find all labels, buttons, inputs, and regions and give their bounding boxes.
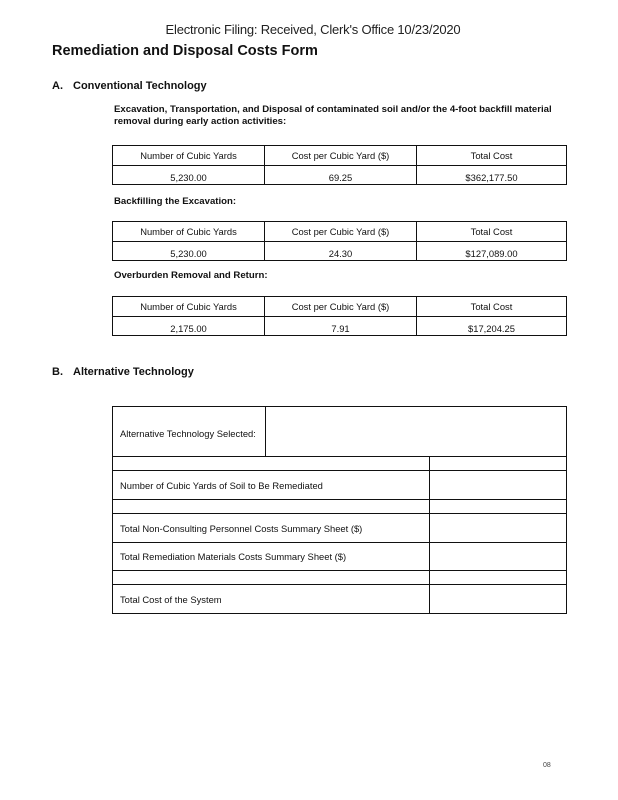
excavation-intro: Excavation, Transportation, and Disposal of contaminated soil and/or the 4-foot backfill material removal during early action activities:	[114, 104, 552, 127]
backfilling-total: $127,089.00	[417, 242, 567, 261]
overburden-total: $17,204.25	[417, 317, 567, 336]
cubic-yards-remediated-label: Number of Cubic Yards of Soil to Be Remediated	[113, 471, 430, 500]
col-cost-per-yard: Cost per Cubic Yard ($)	[265, 297, 417, 317]
overburden-cost-per-yard: 7.91	[265, 317, 417, 336]
excavation-cost-per-yard: 69.25	[265, 166, 417, 185]
alternative-technology-table	[112, 406, 567, 614]
section-a-letter: A.	[52, 80, 63, 92]
col-cost-per-yard: Cost per Cubic Yard ($)	[265, 146, 417, 166]
personnel-costs-value	[430, 514, 567, 543]
excavation-cubic-yards: 5,230.00	[113, 166, 265, 185]
section-a-title: Conventional Technology	[73, 80, 207, 92]
total-system-cost-value	[430, 585, 567, 614]
excavation-total: $362,177.50	[417, 166, 567, 185]
page-mark: 08	[543, 762, 551, 769]
section-a-heading	[52, 80, 207, 92]
spacer-value-cell	[430, 500, 567, 514]
backfilling-cost-per-yard: 24.30	[265, 242, 417, 261]
backfilling-cubic-yards: 5,230.00	[113, 242, 265, 261]
col-cubic-yards: Number of Cubic Yards	[113, 146, 265, 166]
col-total-cost: Total Cost	[417, 297, 567, 317]
overburden-cubic-yards: 2,175.00	[113, 317, 265, 336]
form-title: Remediation and Disposal Costs Form	[52, 43, 318, 59]
total-system-cost-label: Total Cost of the System	[113, 585, 430, 614]
overburden-label: Overburden Removal and Return:	[114, 270, 268, 281]
materials-costs-label: Total Remediation Materials Costs Summary Sheet ($)	[113, 543, 430, 571]
spacer-cell	[113, 457, 430, 471]
filing-header: Electronic Filing: Received, Clerk's Office 10/23/2020	[165, 22, 461, 37]
section-b-heading	[52, 366, 194, 378]
cubic-yards-remediated-value	[430, 471, 567, 500]
spacer-cell	[113, 500, 430, 514]
section-b-letter: B.	[52, 366, 63, 378]
backfilling-table	[112, 221, 567, 261]
section-b-title: Alternative Technology	[73, 366, 194, 378]
spacer-cell	[113, 571, 430, 585]
tech-selected-value	[266, 407, 567, 457]
materials-costs-value	[430, 543, 567, 571]
spacer-value-cell	[430, 457, 567, 471]
excavation-table	[112, 145, 567, 185]
personnel-costs-label: Total Non-Consulting Personnel Costs Summary Sheet ($)	[113, 514, 430, 543]
overburden-table	[112, 296, 567, 336]
col-total-cost: Total Cost	[417, 146, 567, 166]
col-cost-per-yard: Cost per Cubic Yard ($)	[265, 222, 417, 242]
col-cubic-yards: Number of Cubic Yards	[113, 297, 265, 317]
col-cubic-yards: Number of Cubic Yards	[113, 222, 265, 242]
col-total-cost: Total Cost	[417, 222, 567, 242]
backfilling-label: Backfilling the Excavation:	[114, 196, 237, 207]
tech-selected-label: Alternative Technology Selected:	[113, 407, 266, 457]
spacer-value-cell	[430, 571, 567, 585]
